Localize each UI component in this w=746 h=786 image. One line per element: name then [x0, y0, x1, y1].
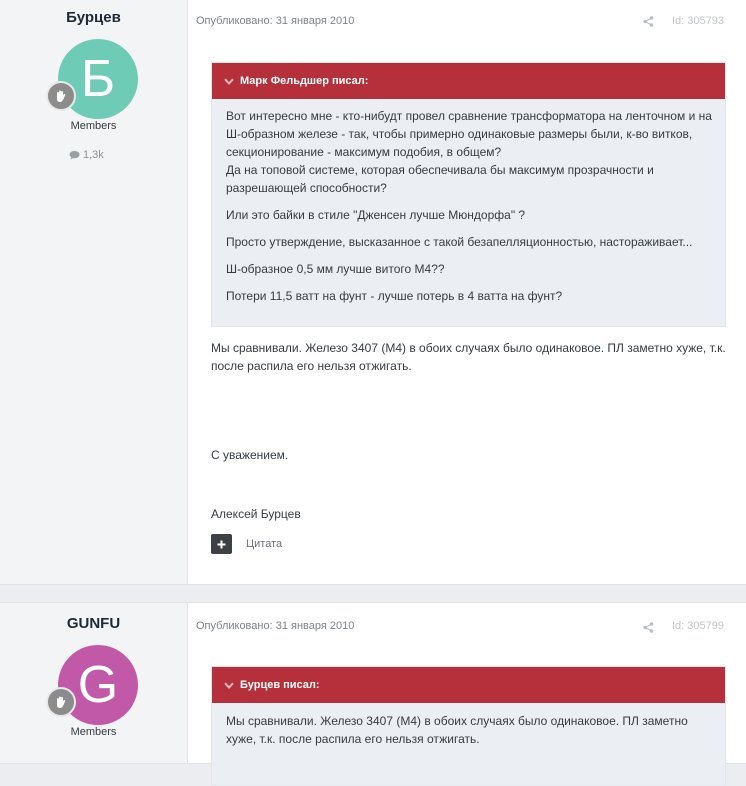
chevron-down-icon	[224, 78, 234, 85]
member-group: Members	[70, 120, 117, 132]
share-button[interactable]	[643, 14, 654, 32]
quote-block	[211, 62, 726, 327]
post-id: Id: 305793	[672, 15, 724, 27]
quote-header	[212, 667, 725, 703]
avatar[interactable]: G	[58, 645, 138, 725]
comment-icon	[69, 150, 80, 160]
post-count-value: 1,3k	[83, 149, 104, 161]
quote-body	[212, 703, 725, 756]
quote-paragraph: Потери 11,5 ватт на фунт - лучше потерь в 4 ватта на фунт?	[226, 289, 563, 303]
quote-block	[211, 666, 726, 786]
quote-paragraph: Вот интересно мне - кто-нибудт провел сравнение трансформатора на ленточном и на Ш-образном железе - так, чтобы примерно одинаковые размеры были, к-во витков, секционирование - максимум подобия, в общем? Да на топовой системе, которая обеспечивала бы максимум прозрачности и разрешающей способности?	[226, 109, 712, 195]
avatar[interactable]: Б	[58, 39, 138, 119]
quote-paragraph: Или это байки в стиле "Дженсен лучше Мюндорфа" ?	[226, 208, 526, 222]
rank-badge	[46, 81, 76, 111]
plus-icon	[217, 540, 226, 549]
quote-button-label[interactable]: Цитата	[246, 538, 283, 550]
quote-body	[212, 99, 725, 313]
hand-icon	[53, 88, 69, 104]
post-id: Id: 305799	[672, 620, 724, 632]
quote-paragraph: Просто утверждение, высказанное с такой безапелляционностью, настораживает...	[226, 235, 693, 249]
quote-button[interactable]	[211, 534, 232, 554]
author-panel	[0, 603, 188, 763]
share-icon	[643, 622, 654, 633]
author-panel	[0, 0, 188, 584]
quote-author: Бурцев писал:	[240, 679, 320, 691]
post-count[interactable]	[69, 149, 104, 161]
quote-author: Марк Фельдшер писал:	[240, 75, 369, 87]
share-icon	[643, 16, 654, 27]
chevron-down-icon	[224, 682, 234, 689]
post-signature-name: Алексей Бурцев	[211, 507, 301, 521]
member-group: Members	[70, 726, 117, 738]
post-305799	[0, 602, 746, 764]
published-date[interactable]: Опубликовано: 31 января 2010	[196, 620, 355, 632]
quote-paragraph: Мы сравнивали. Железо 3407 (М4) в обоих случаях было одинаковое. ПЛ заметно хуже, т.к. после распила его нельзя отжигать.	[226, 714, 688, 746]
author-name[interactable]: Бурцев	[66, 9, 121, 26]
quote-paragraph: Ш-образное 0,5 мм лучше витого М4??	[226, 262, 445, 276]
post-text: Мы сравнивали. Железо 3407 (М4) в обоих случаях было одинаковое. ПЛ заметно хуже, т.к. после распила его нельзя отжигать.	[211, 341, 726, 373]
quote-header	[212, 63, 725, 99]
hand-icon	[53, 694, 69, 710]
author-name[interactable]: GUNFU	[66, 615, 121, 632]
rank-badge	[46, 687, 76, 717]
post-signature-greeting: С уважением.	[211, 448, 289, 462]
published-date[interactable]: Опубликовано: 31 января 2010	[196, 15, 355, 27]
share-button[interactable]	[643, 620, 654, 638]
